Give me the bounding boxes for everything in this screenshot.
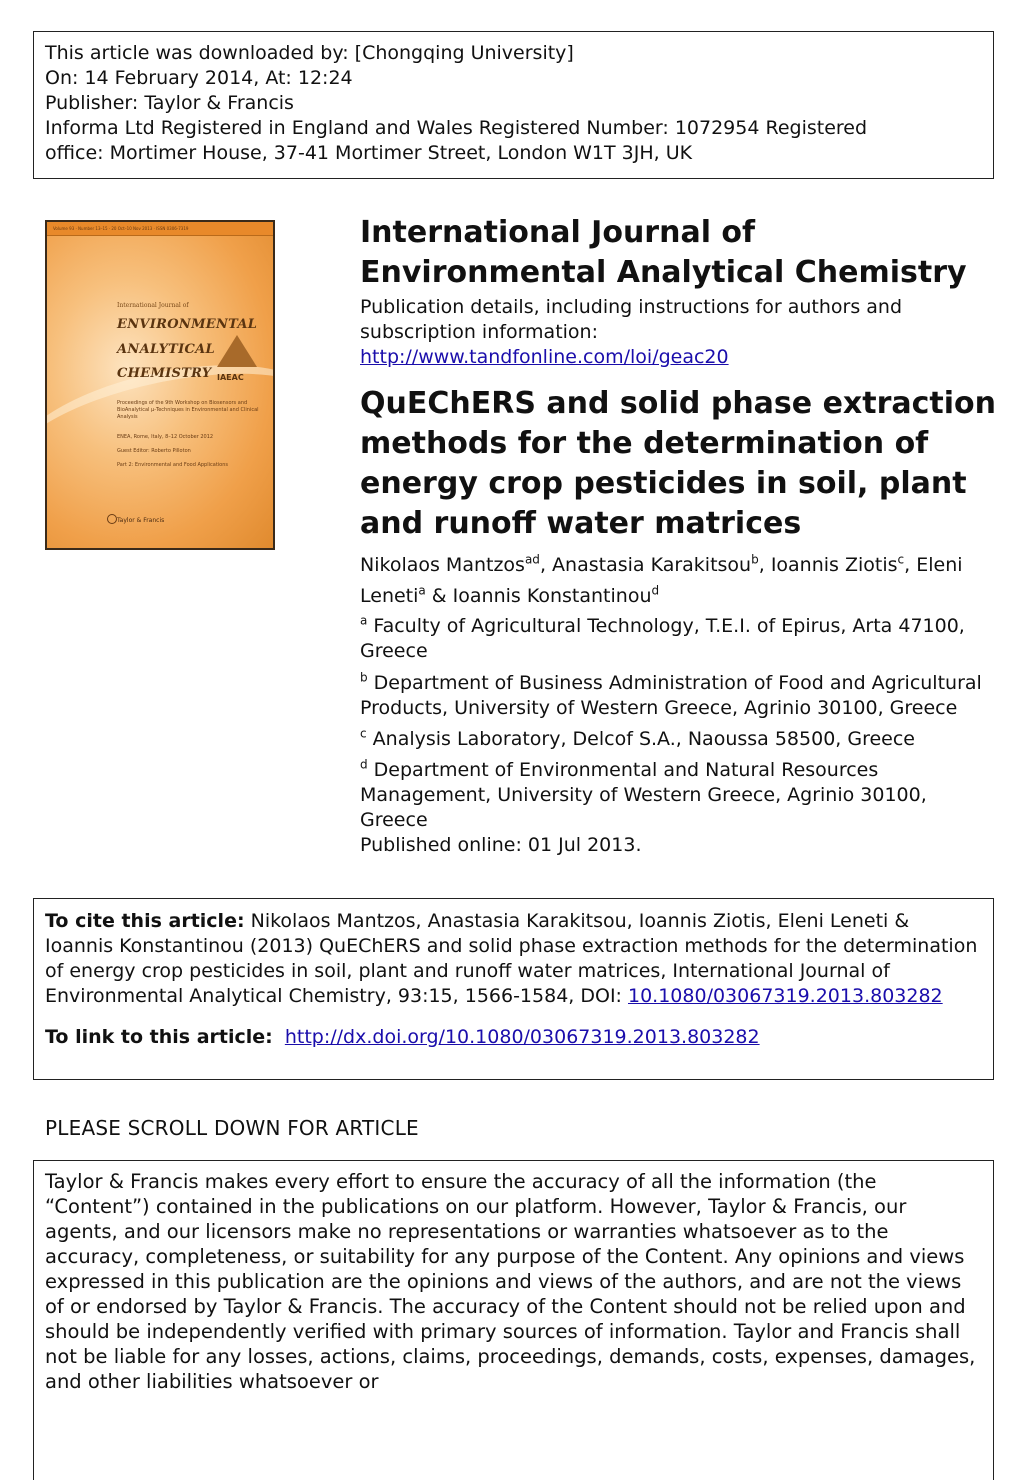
cover-publisher: Taylor & Francis [117,517,165,524]
cover-guest-editor: Guest Editor: Roberto Pilloton [117,448,191,454]
cover-top-strip [47,222,273,236]
article-link-line [45,1025,982,1050]
journal-link[interactable]: http://www.tandfonline.com/loi/geac20 [360,346,729,368]
doi-link[interactable]: 10.1080/03067319.2013.803282 [628,985,943,1007]
author-separator: , [904,554,917,576]
citation-label: To cite this article: [45,910,245,932]
registered-line-2: office: Mortimer House, 37-41 Mortimer Street, London W1T 3JH, UK [45,142,693,164]
article-link-label: To link to this article: [45,1026,273,1048]
author-separator: & [425,585,453,607]
author-name: Ioannis Konstantinou [452,585,652,607]
author-name: Ioannis Ziotis [770,554,898,576]
cover-badge: IAEAC [217,373,244,382]
published-online: Published online: 01 Jul 2013. [360,834,642,856]
affiliation-d [360,758,1000,833]
affiliation-text: Analysis Laboratory, Delcof S.A., Naoussa 58500, Greece [372,728,915,750]
download-info-box [33,31,994,179]
publication-details-line-1: Publication details, including instructions for authors and [360,296,903,318]
author-name: Eleni Leneti [360,554,963,607]
cover-part: Part 2: Environmental and Food Applications [117,462,229,468]
publisher-logo-icon [107,514,117,524]
disclaimer-box [33,1160,994,1480]
cover-triangle-logo [217,335,257,367]
cover-proceedings: Proceedings of the 9th Workshop on Biosensors and BioAnalytical μ-Techniques in Environmental and Clinical Analysis [117,400,259,420]
author-separator: , [758,554,771,576]
affiliation-mark: b [360,670,368,685]
author-list [360,550,1000,612]
citation-box [33,898,994,1080]
affiliation-a [360,614,1000,664]
affiliation-mark: d [360,757,368,772]
author-affiliation-mark: c [897,552,905,567]
author-affiliation-mark: a [418,583,426,598]
cover-subtitle: International Journal of [117,302,189,309]
author-affiliation-mark: b [751,552,759,567]
author-separator: , [539,554,553,576]
disclaimer-text: Taylor & Francis makes every effort to ensure the accuracy of all the information (the “Content”) contained in the publications on our platform. However, Taylor & Francis, our agents, and our licensors make no representations or warranties whatsoever as to the accuracy, completeness, or suitability for any purpose of the Content. Any opinions and views expressed in this publication are the opinions and views of the authors, and are not the views of or endorsed by Taylor & Francis. The accuracy of the Content should not be relied upon and should be independently verified with primary sources of information. Taylor and Francis shall not be liable for any losses, actions, claims, proceedings, demands, costs, expenses, damages, and other liabilities whatsoever or [45,1170,976,1393]
publication-details-line-2: subscription information: [360,321,598,343]
registered-line-1: Informa Ltd Registered in England and Wales Registered Number: 1072954 Registered [45,117,868,139]
cover-event: ENEA, Rome, Italy, 8–12 October 2012 [117,434,214,440]
scroll-down-note: PLEASE SCROLL DOWN FOR ARTICLE [45,1116,419,1140]
author-affiliation-mark: ad [524,552,540,567]
journal-title: International Journal of Environmental Analytical Chemistry [360,215,967,290]
affiliation-c [360,727,1000,752]
cover-title-line-3: CHEMISTRY [117,366,212,381]
journal-cover-image [45,220,275,550]
downloaded-by: This article was downloaded by: [Chongqing University] [45,42,574,64]
cover-title-line-2: ANALYTICAL [117,342,215,357]
affiliation-text: Faculty of Agricultural Technology, T.E.I. of Epirus, Arta 47100, Greece [360,615,965,662]
author-name: Anastasia Karakitsou [552,554,752,576]
citation-paragraph [45,909,982,1009]
affiliation-mark: a [360,613,368,628]
affiliation-b [360,671,1000,721]
affiliation-text: Department of Environmental and Natural Resources Management, University of Western Greece, Agrinio 30100, Greece [360,759,927,831]
article-title: QuEChERS and solid phase extraction methods for the determination of energy crop pesticides in soil, plant and runoff water matrices [360,386,997,541]
publication-details [360,295,902,345]
affiliation-text: Department of Business Administration of Food and Agricultural Products, University of Western Greece, Agrinio 30100, Greece [360,672,982,719]
article-link[interactable]: http://dx.doi.org/10.1080/03067319.2013.803282 [284,1026,760,1048]
publisher-line: Publisher: Taylor & Francis [45,92,294,114]
citation-text: Nikolaos Mantzos, Anastasia Karakitsou, Ioannis Ziotis, Eleni Leneti & Ioannis Konstantinou (2013) QuEChERS and solid phase extraction methods for the determination of energy crop pesticides in soil, plant and runoff water matrices, International Journal of Environmental Analytical Chemistry, 93:15, 1566-1584, DOI: [45,910,978,1007]
cover-top-strip-text: Volume 93 · Number 13–15 · 20 Oct–10 Nov 2013 · ISSN 0306-7319 [53,226,189,231]
download-date: On: 14 February 2014, At: 12:24 [45,67,353,89]
affiliation-mark: c [360,726,367,741]
author-affiliation-mark: d [651,583,660,598]
author-name: Nikolaos Mantzos [360,554,525,576]
cover-title-line-1: ENVIRONMENTAL [117,317,258,332]
